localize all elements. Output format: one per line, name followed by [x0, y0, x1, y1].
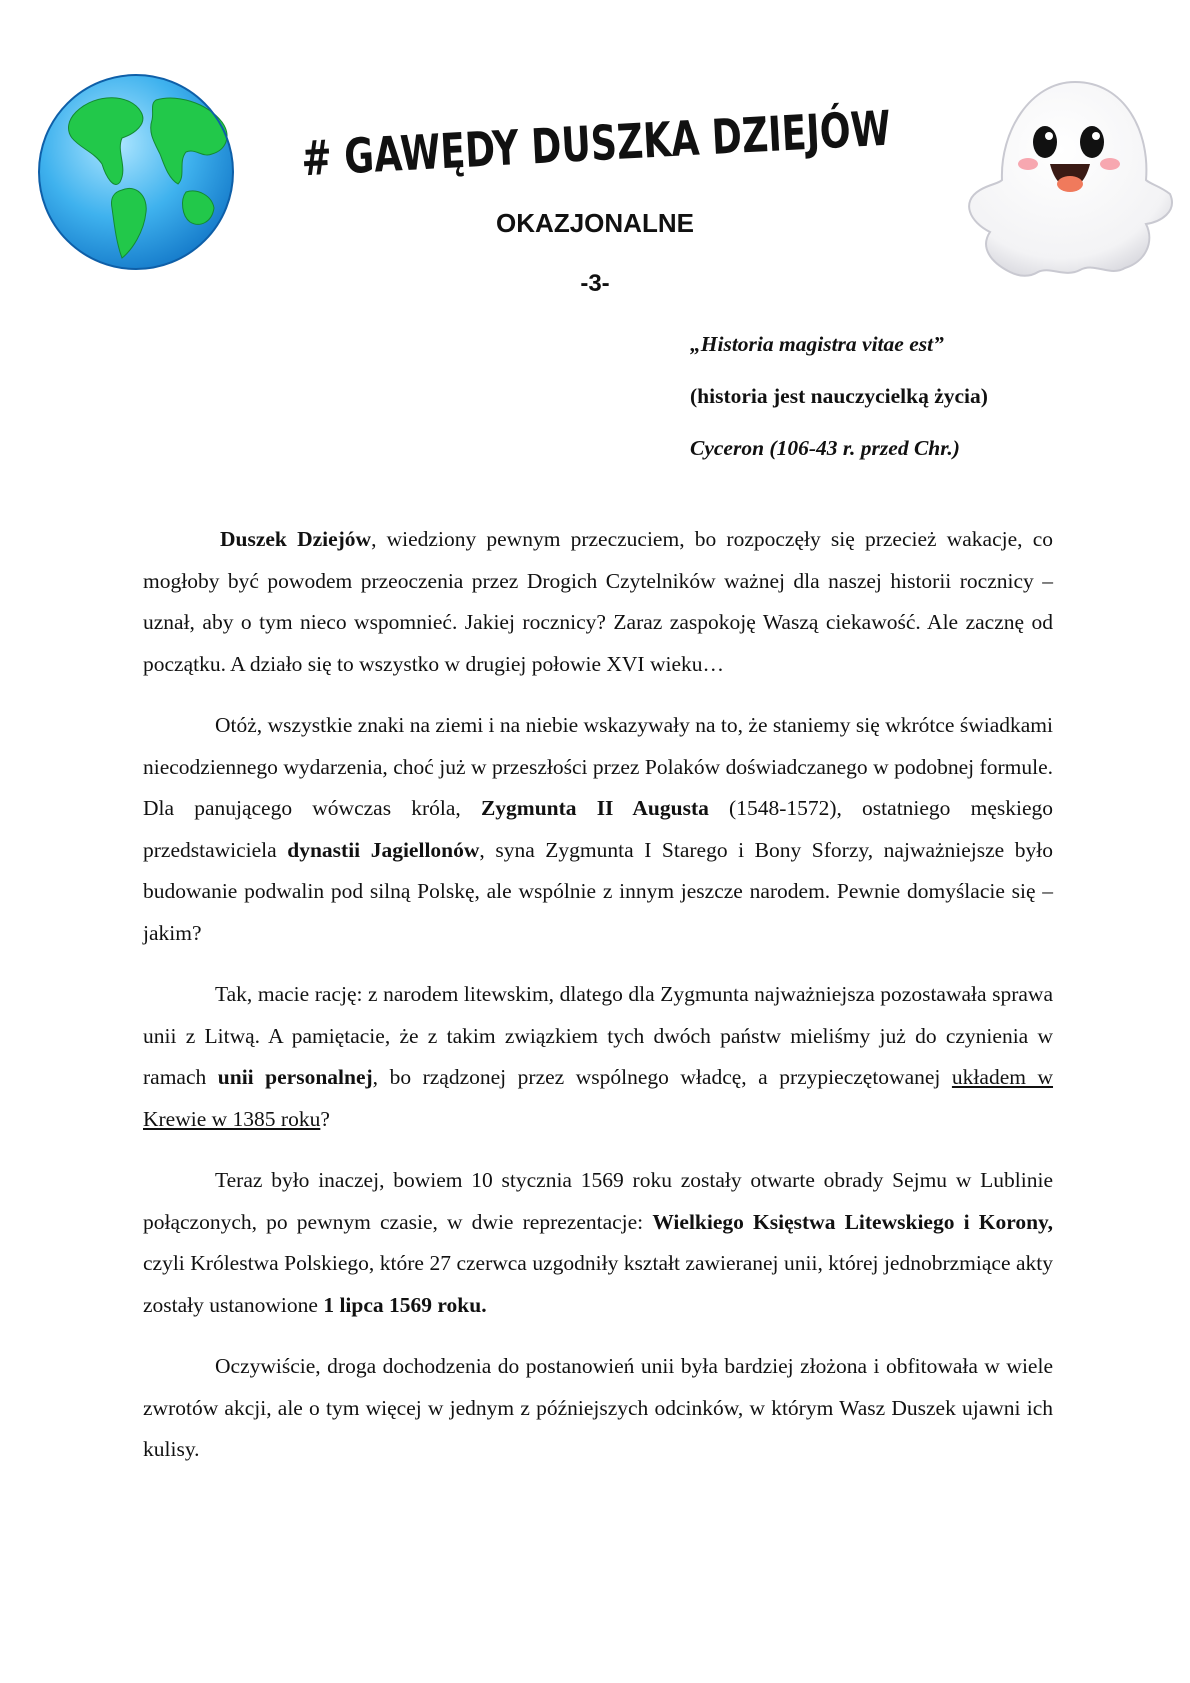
paragraph-text: Teraz było inaczej, bowiem 10 stycznia 1569 roku zostały otwarte obrady Sejmu w Lublinie połączonych, po pewnym czasie, w dwie reprezentacje:	[143, 1168, 1053, 1234]
globe-icon	[36, 72, 246, 282]
paragraph-text: Otóż, wszystkie znaki na ziemi i na niebie wskazywały na to, że staniemy się wkrótce świadkami niecodziennego wydarzenia, choć już w przeszłości przez Polaków doświadczanego w podobnej formule. Dla panującego wówczas króla,	[143, 713, 1053, 820]
subtitle: OKAZJONALNE	[496, 208, 694, 238]
motto-author: Cyceron (106-43 r. przed Chr.)	[690, 436, 960, 460]
paragraph	[143, 1346, 1053, 1471]
bold-text: 1 lipca 1569 roku.	[323, 1292, 487, 1317]
bold-text: Wielkiego Księstwa Litewskiego i Korony,	[652, 1209, 1053, 1234]
paragraph-text: , bo rządzonej przez wspólnego władcę, a przypieczętowanej	[372, 1065, 952, 1089]
ghost-icon	[950, 72, 1180, 282]
bold-text: dynastii Jagiellonów	[287, 837, 480, 862]
title-text: # GAWĘDY DUSZKA DZIEJÓW	[299, 90, 1083, 188]
bold-text: Duszek Dziejów	[220, 527, 372, 551]
motto-latin: „Historia magistra vitae est”	[690, 332, 944, 356]
paragraph	[143, 974, 1053, 1140]
paragraph-text: (1548-1572), ostatniego męskiego przedstawiciela	[143, 796, 1053, 862]
page-number: -3-	[580, 270, 610, 297]
motto	[690, 318, 1110, 474]
paragraph	[143, 705, 1053, 954]
paragraph-text: Oczywiście, droga dochodzenia do postanowień unii była bardziej złożona i obfitowała w wiele zwrotów akcji, ale o tym więcej w jednym z późniejszych odcinków, w którym Wasz Duszek ujawni ich kulisy.	[143, 1354, 1053, 1461]
page-title	[286, 90, 1083, 190]
underlined-text: układem w Krewie w 1385 roku	[143, 1065, 1054, 1131]
paragraph-text: , wiedziony pewnym przeczuciem, bo rozpoczęły się przecież wakacje, co mogłoby być powodem przeoczenia przez Drogich Czytelników ważnej dla naszej historii rocznicy – uznał, aby o tym nieco wspomnieć. Jakiej rocznicy? Zaraz zaspokoję Waszą ciekawość. Ale zacznę od początku. A działo się to wszystko w drugiej połowie XVI wieku…	[143, 527, 1053, 676]
paragraph	[143, 519, 1053, 685]
article-body	[143, 519, 1053, 1491]
paragraph-text: Tak, macie rację: z narodem litewskim, dlatego dla Zygmunta najważniejsza pozostawała sprawa unii z Litwą. A pamiętacie, że z takim związkiem tych dwóch państw mieliśmy już do czynienia w ramach	[143, 982, 1053, 1089]
motto-translation: (historia jest nauczycielką życia)	[690, 384, 988, 408]
paragraph	[143, 1160, 1053, 1326]
bold-text: Zygmunta II Augusta	[480, 796, 709, 820]
paragraph-text: czyli Królestwa Polskiego, które 27 czerwca uzgodniły kształt zawieranej unii, której jednobrzmiące akty zostały ustanowione	[143, 1251, 1053, 1317]
paragraph-text: ?	[320, 1106, 330, 1131]
bold-text: unii personalnej	[217, 1065, 373, 1089]
paragraph-text: , syna Zygmunta I Starego i Bony Sforzy, najważniejsze było budowanie podwalin pod silną Polskę, ale wspólnie z innym jeszcze narodem. Pewnie domyślacie się – jakim?	[143, 837, 1054, 945]
